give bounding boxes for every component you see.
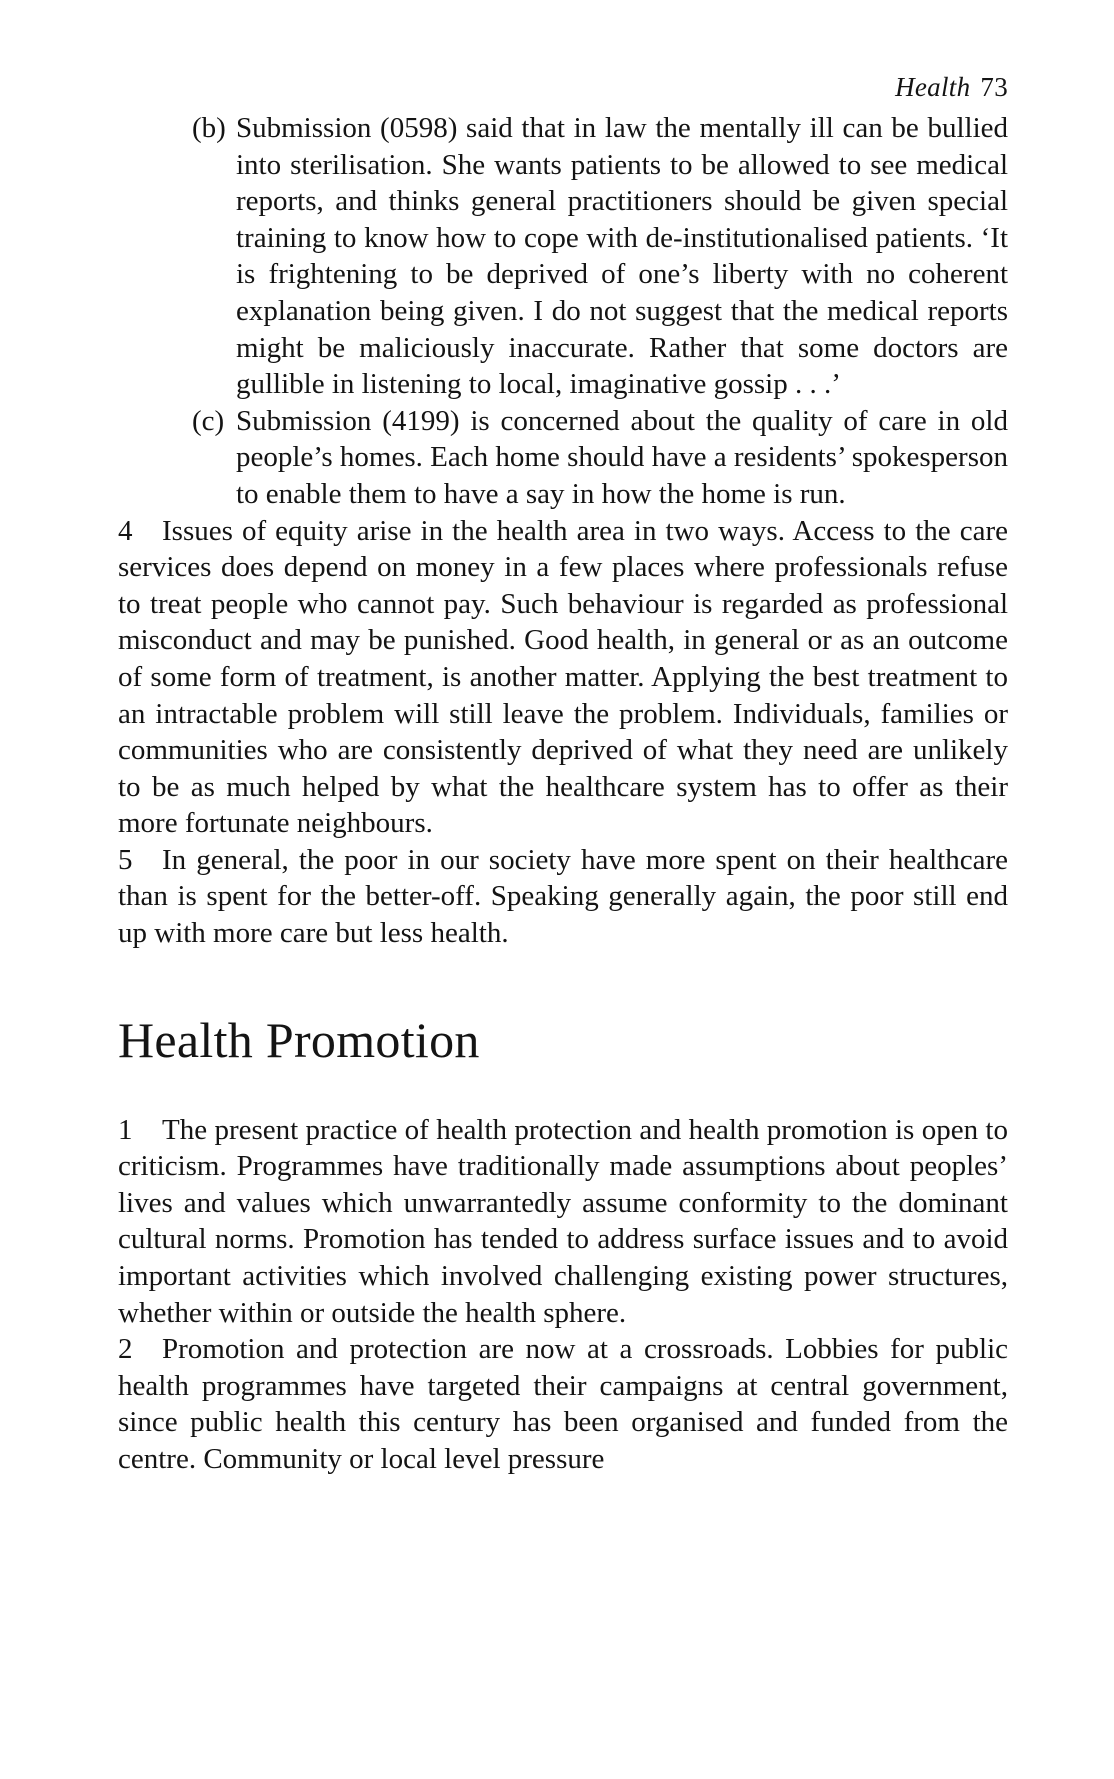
paragraph-number: 2 [118,1333,133,1366]
sub-item-label: (c) [192,404,225,437]
page-number: 73 [980,72,1008,102]
paragraph-text: Promotion and protection are now at a crossroads. Lobbies for public health programmes have targeted their campaigns at central government, since public health this century has been organised and funded from the centre. Community or local level pressure [118,1333,1008,1475]
sub-item-b [118,110,1008,403]
running-head-section: Health [895,72,971,102]
paragraph-text: The present practice of health protection and health promotion is open to criticism. Programmes have traditionally made assumptions about peoples’ lives and values which unwarrantedly assume conformity to the dominant cultural norms. Promotion has tended to address surface issues and to avoid important activities which involved challenging existing power structures, whether within or outside the health sphere. [118,1113,1008,1329]
numbered-paragraph-2 [118,1331,1008,1477]
paragraph-number: 5 [118,843,133,876]
paragraph-text: In general, the poor in our society have more spent on their healthcare than is spent for the better-off. Speaking generally again, the poor still end up with more care but less health. [118,843,1008,950]
sub-item-c [118,403,1008,513]
numbered-paragraph-4 [118,513,1008,842]
section-heading: Health Promotion [118,1011,480,1068]
sub-item-text: Submission (4199) is concerned about the quality of care in old people’s homes. Each home should have a residents’ spokesperson to enable them to have a say in how the home is run. [236,404,1008,510]
paragraph-number: 4 [118,514,133,547]
paragraph-number: 1 [118,1113,133,1146]
book-page [118,70,1008,1478]
numbered-paragraph-5 [118,842,1008,952]
sub-item-label: (b) [192,112,226,144]
sub-item-text: Submission (0598) said that in law the mentally ill can be bullied into sterilisation. She wants patients to be allowed to see medical reports, and thinks general practitioners should be given special training to know how to cope with de-institutionalised patients. ‘It is frightening to be deprived of one’s liberty with no coherent explanation being given. I do not suggest that the medical reports might be maliciously inaccurate. Rather that some doctors are gullible in listening to local, imaginative gossip . . .’ [236,112,1008,401]
numbered-paragraph-1 [118,1112,1008,1332]
paragraph-text: Issues of equity arise in the health area in two ways. Access to the care services does depend on money in a few places where professionals refuse to treat people who cannot pay. Such behaviour is regarded as professional misconduct and may be punished. Good health, in general or as an outcome of some form of treatment, is another matter. Applying the best treatment to an intractable problem will still leave the problem. Individuals, families or communities who are consistently deprived of what they need are unlikely to be as much helped by what the healthcare system has to offer as their more fortunate neighbours. [118,514,1008,840]
running-header [118,70,1008,104]
